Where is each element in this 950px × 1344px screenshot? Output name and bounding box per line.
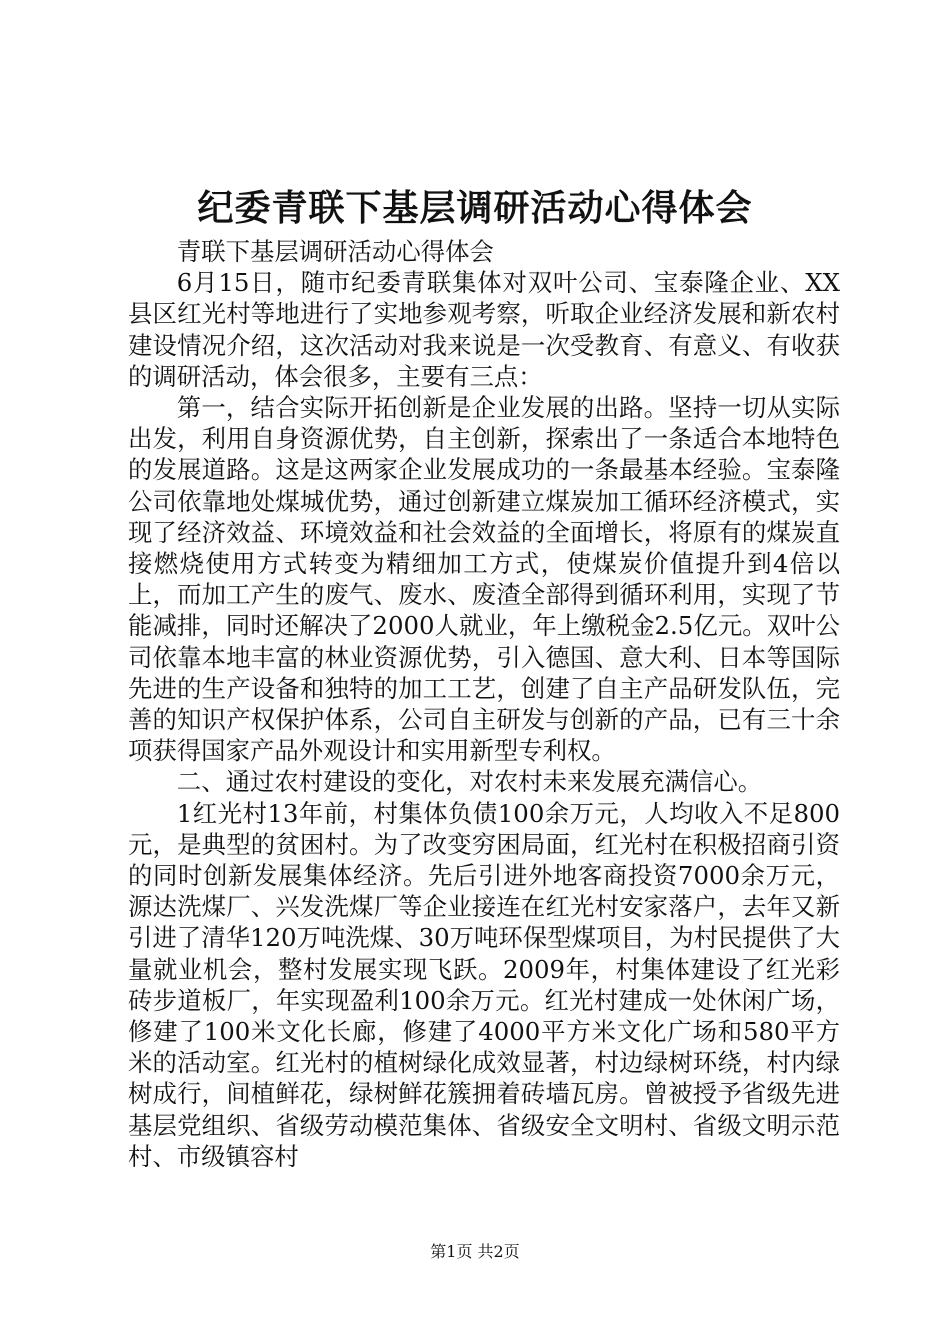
intro-paragraph: 6月15日，随市纪委青联集体对双叶公司、宝泰隆企业、XX县区红光村等地进行了实地参观考察，听取企业经济发展和新农村建设情况介绍，这次活动对我来说是一次受教育、有意义、有收获的调研活动，体会很多，主要有三点： (128, 268, 840, 391)
document-title: 纪委青联下基层调研活动心得体会 (197, 187, 753, 229)
subtitle-paragraph: 青联下基层调研活动心得体会 (176, 237, 494, 266)
point-one-paragraph: 第一，结合实际开拓创新是企业发展的出路。坚持一切从实际出发，利用自身资源优势，自主创新，探索出了一条适合本地特色的发展道路。这是这两家企业发展成功的一条最基本经验。宝泰隆公司依靠地处煤城优势，通过创新建立煤炭加工循环经济模式，实现了经济效益、环境效益和社会效益的全面增长，将原有的煤炭直接燃烧使用方式转变为精细加工方式，使煤炭价值提升到4倍以上，而加工产生的废气、废水、废渣全部得到循环利用，实现了节能减排，同时还解决了2000人就业，年上缴税金2.5亿元。双叶公司依靠本地丰富的林业资源优势，引入德国、意大利、日本等国际先进的生产设备和独特的加工工艺，创建了自主产品研发队伍，完善的知识产权保护体系，公司自主研发与创新的产品，已有三十余项获得国家产品外观设计和实用新型专利权。 (128, 393, 840, 766)
point-two-heading: 二、通过农村建设的变化，对农村未来发展充满信心。 (176, 767, 763, 797)
document-body (128, 236, 840, 1172)
page-number-footer: 第1页 共2页 (430, 1242, 520, 1261)
hongguang-village-paragraph: 1红光村13年前，村集体负债100余万元，人均收入不足800元，是典型的贫困村。为了改变穷困局面，红光村在积极招商引资的同时创新发展集体经济。先后引进外地客商投资7000余万元，源达洗煤厂、兴发洗煤厂等企业接连在红光村安家落户，去年又新引进了清华120万吨洗煤、30万吨环保型煤项目，为村民提供了大量就业机会，整村发展实现飞跃。2009年，村集体建设了红光彩砖步道板厂，年实现盈利100余万元。红光村建成一处休闲广场，修建了100米文化长廊，修建了4000平方米文化广场和580平方米的活动室。红光村的植树绿化成效显著，村边绿树环绕，村内绿树成行，间植鲜花，绿树鲜花簇拥着砖墙瓦房。曾被授予省级先进基层党组织、省级劳动模范集体、省级安全文明村、省级文明示范村、市级镇容村 (128, 798, 840, 1171)
